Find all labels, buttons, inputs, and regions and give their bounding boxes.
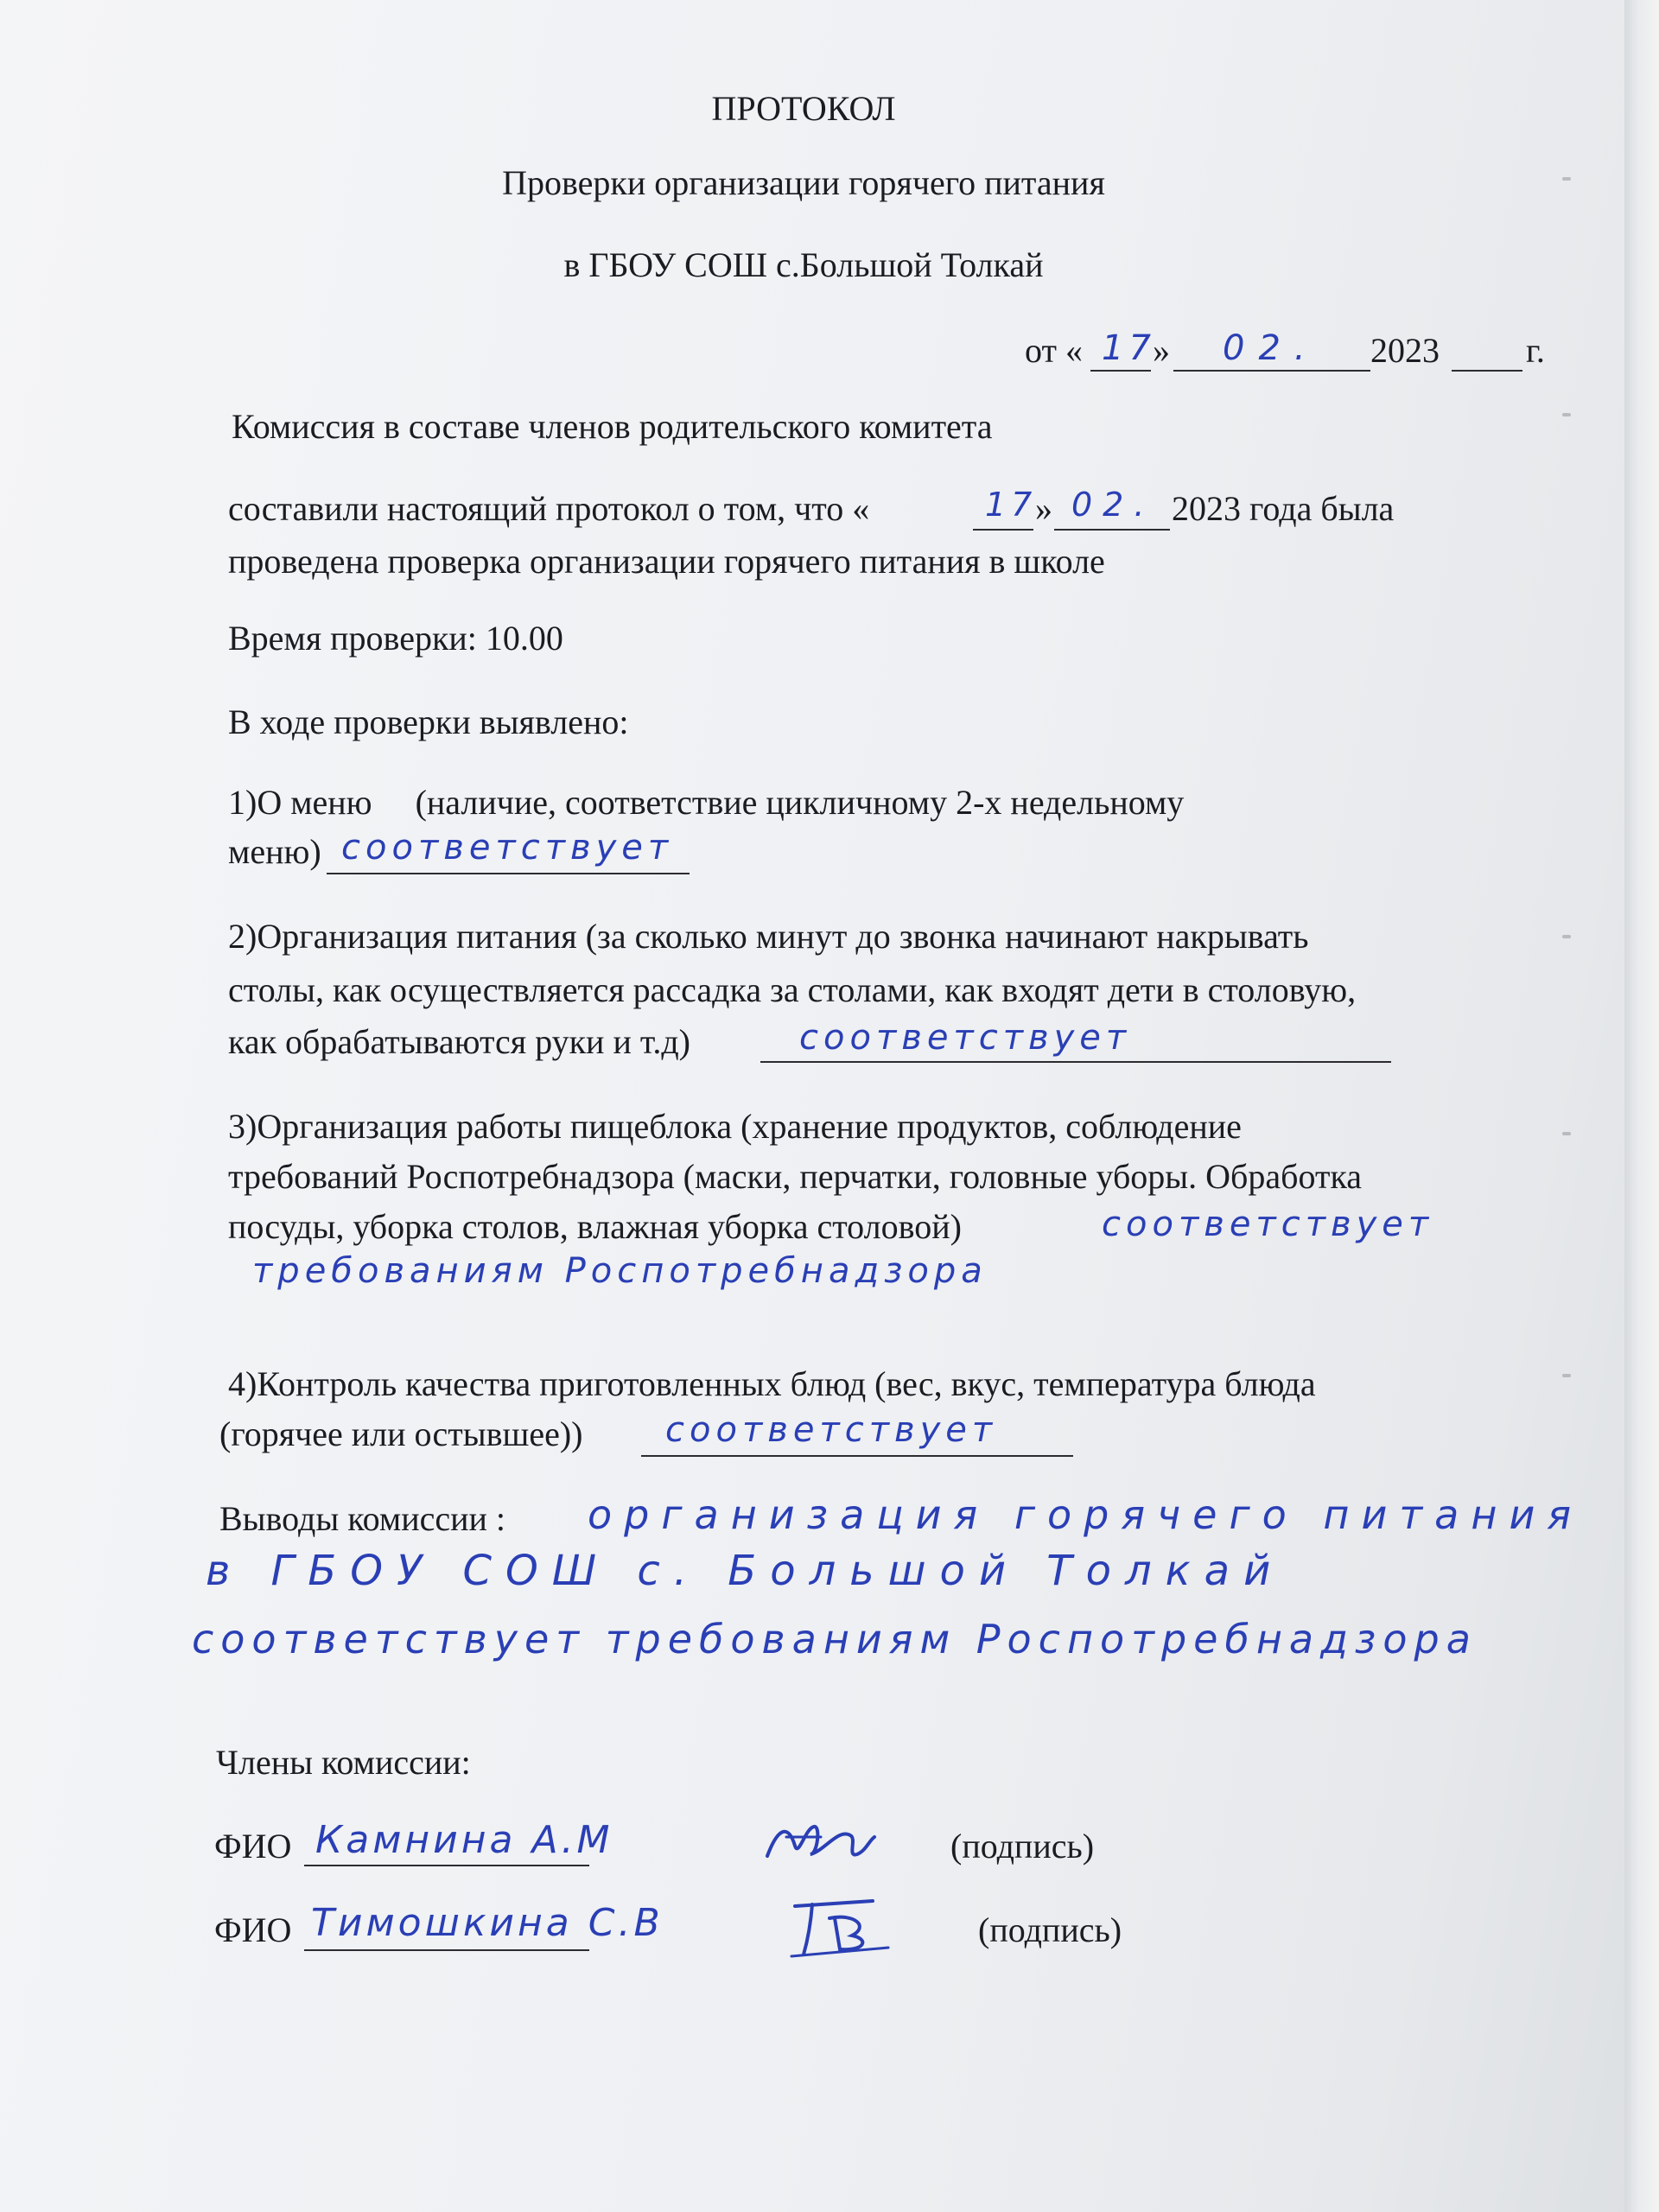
conclusion-label: Выводы комиссии :: [219, 1499, 506, 1538]
check-time: Время проверки: 10.00: [228, 619, 563, 658]
findings-label: В ходе проверки выявлено:: [228, 702, 629, 741]
conclusion-handwritten-line-3: соответствует требованиям Роспотребнадзора: [192, 1616, 1478, 1662]
intro-line-3: проведена проверка организации горячего питания в школе: [228, 542, 1105, 581]
document-title: ПРОТОКОЛ: [711, 89, 896, 128]
member-1-signature: [760, 1811, 881, 1872]
item-3-line-3: посуды, уборка столов, влажная уборка столовой): [228, 1207, 962, 1246]
item-1-answer-handwritten: соответствует: [341, 828, 674, 868]
school-name: в ГБОУ СОШ с.Большой Толкай: [563, 245, 1044, 284]
item-4-answer-handwritten: соответствует: [665, 1410, 998, 1450]
item-2-underline: [760, 1061, 1391, 1063]
date-year: 2023: [1370, 331, 1440, 370]
date-month-handwritten: 02.: [1223, 328, 1319, 368]
member-1-name-handwritten: Камнина А.М: [315, 1818, 613, 1862]
date-day-handwritten: 17: [1102, 328, 1156, 368]
date-day-underline: [1090, 370, 1151, 372]
member-2-fio-label: ФИО: [214, 1910, 292, 1949]
scan-artifact: [1562, 177, 1571, 181]
member-1-signature-label: (подпись): [950, 1827, 1095, 1866]
item-4-line-2: (горячее или остывшее)): [219, 1414, 583, 1453]
item-2-line-2: столы, как осуществляется рассадка за столами, как входят дети в столовую,: [228, 970, 1357, 1009]
intro-day-handwritten: 17: [985, 486, 1038, 524]
scan-artifact: [1562, 413, 1571, 416]
item-1-line-1: 1)О меню (наличие, соответствие цикличному 2-х недельному: [228, 783, 1185, 822]
intro-line-2-text: составили настоящий протокол о том, что «: [228, 489, 870, 528]
conclusion-handwritten-line-2: в ГБОУ СОШ с. Большой Толкай: [206, 1547, 1285, 1595]
member-2-name-underline: [304, 1949, 589, 1951]
member-2-signature-label: (подпись): [978, 1910, 1122, 1949]
date-year-underline: [1452, 370, 1522, 372]
date-prefix: от «: [1025, 331, 1083, 370]
item-3-line-1: 3)Организация работы пищеблока (хранение продуктов, соблюдение: [228, 1107, 1242, 1146]
intro-month-handwritten: 02.: [1071, 486, 1155, 524]
conclusion-handwritten-line-1: организация горячего питания: [588, 1491, 1584, 1538]
scan-artifact: [1562, 1132, 1571, 1135]
item-3-answer-handwritten-1: соответствует: [1102, 1205, 1434, 1244]
member-1-fio-label: ФИО: [214, 1827, 292, 1866]
item-2-line-1: 2)Организация питания (за сколько минут до звонка начинают накрывать: [228, 917, 1309, 956]
intro-year-text: 2023 года была: [1172, 489, 1395, 528]
intro-day-underline: [973, 529, 1033, 531]
scan-artifact: [1562, 1374, 1571, 1377]
date-month-underline: [1173, 370, 1370, 372]
item-3-answer-handwritten-2: требованиям Роспотребнадзора: [252, 1251, 988, 1291]
paper-edge: [1624, 0, 1659, 2212]
item-2-line-3: как обрабатываются руки и т.д): [228, 1022, 690, 1061]
intro-mid: »: [1035, 489, 1052, 528]
item-4-line-1: 4)Контроль качества приготовленных блюд (вес, вкус, температура блюда: [228, 1364, 1316, 1403]
item-1-underline: [327, 873, 690, 874]
member-2-signature: [786, 1892, 899, 1961]
date-suffix: г.: [1526, 331, 1545, 370]
date-mid: »: [1153, 331, 1170, 370]
item-1-line-2: меню): [228, 832, 321, 871]
item-2-answer-handwritten: соответствует: [799, 1018, 1132, 1058]
member-2-name-handwritten: Тимошкина С.В: [311, 1901, 664, 1945]
item-3-line-2: требований Роспотребнадзора (маски, перчатки, головные уборы. Обработка: [228, 1157, 1363, 1196]
intro-month-underline: [1054, 529, 1170, 531]
item-4-underline: [641, 1455, 1073, 1457]
document-subtitle: Проверки организации горячего питания: [502, 163, 1105, 202]
member-1-name-underline: [304, 1865, 589, 1866]
scan-artifact: [1562, 935, 1571, 938]
members-label: Члены комиссии:: [216, 1743, 471, 1782]
intro-line-1: Комиссия в составе членов родительского комитета: [232, 407, 993, 446]
